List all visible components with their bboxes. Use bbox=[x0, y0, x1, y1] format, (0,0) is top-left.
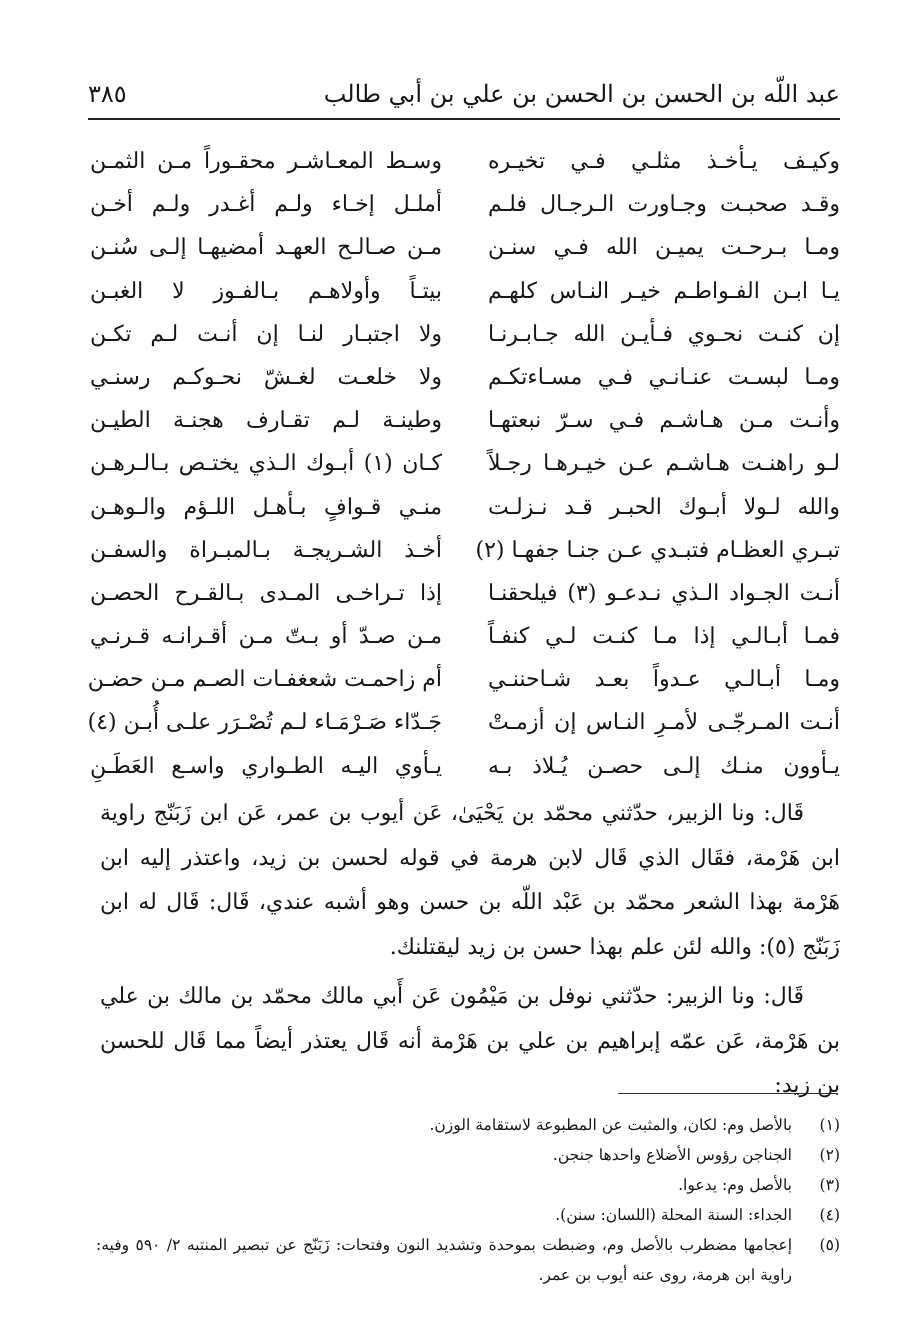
verse-row bbox=[90, 183, 840, 226]
footnote-number: (٥) bbox=[819, 1236, 840, 1254]
footnote-text: بالأصل وم: لكان، والمثبت عن المطبوعة لاستقامة الوزن. bbox=[429, 1116, 792, 1134]
verse-first-hemistich: وقـد صحبـت وجـاورت الـرجـال فلـم bbox=[488, 192, 840, 218]
verse-first-hemistich: لـو راهنـت هـاشـم عـن خيـرهـا رجـلاً bbox=[488, 451, 840, 477]
verse-first-hemistich: وكيـف يـأخـذ مثلـي فـي تخيـره bbox=[488, 149, 840, 174]
footnote-text: إعجامها مضطرب بالأصل وم، وضبطت بموحدة وتشديد النون وفتحات: زَبَنّج عن تبصير المنتبه ٢/ ٥٩٠ وفيه: راوية ابن هرمة، روى عنه أيوب بن عمر. bbox=[96, 1236, 793, 1284]
footnote bbox=[96, 1140, 840, 1170]
running-title: عبد اللّه بن الحسن بن الحسن بن علي بن أبي طالب bbox=[323, 80, 840, 108]
verse-first-hemistich: إن كنـت نحـوي فـأيـن الله جـابـرنـا bbox=[488, 321, 840, 347]
verse-second-hemistich: وطينـة لـم تقـارف هجنـة الطيـن bbox=[90, 408, 442, 434]
footnotes bbox=[96, 1110, 840, 1290]
verse-first-hemistich: أنـت المـرجّـى لأمـرِ النـاس إن أزمـتْ bbox=[488, 710, 840, 736]
verse-row bbox=[87, 658, 840, 701]
verse-row bbox=[90, 615, 840, 658]
footnote-text: الجناجن رؤوس الأضلاع واحدها جنجن. bbox=[552, 1146, 792, 1164]
footnote bbox=[96, 1230, 840, 1290]
verse-row bbox=[90, 356, 840, 399]
verse-row bbox=[90, 486, 840, 529]
footnote-number: (٢) bbox=[819, 1146, 840, 1164]
verse-second-hemistich: يـأوي اليـه الطـواري واسـع العَطَـنِ bbox=[90, 753, 442, 779]
verse-first-hemistich: فمـا أبـالـي إذا مـا كنـت لـي كنفـاً bbox=[488, 624, 840, 650]
verse-second-hemistich: ولا اجتبـار لنـا إن أنـت لـم تكـن bbox=[90, 321, 442, 347]
verse-row bbox=[90, 745, 840, 788]
verse-first-hemistich: يـا ابـن الفـواطـم خيـر النـاس كلهـم bbox=[488, 278, 840, 304]
verse-second-hemistich: مـن صـالـح العهـد أمضيهـا إلـى سُنـن bbox=[90, 235, 442, 261]
footnote-number: (١) bbox=[819, 1116, 840, 1134]
verse-first-hemistich: ومـا أبـالـي عـدواً بعـد شـاحننـي bbox=[488, 667, 840, 693]
verse-first-hemistich: ومـا لبسـت عنـانـي فـي مسـاءتكـم bbox=[488, 364, 840, 390]
footnote-number: (٣) bbox=[819, 1176, 840, 1194]
verse-second-hemistich: منـي قـوافٍ بـأهـل اللـؤم والـوهـن bbox=[90, 494, 442, 520]
verse-second-hemistich: أملـل إخـاء ولـم أغـدر ولـم أخـن bbox=[90, 192, 442, 218]
verse-row bbox=[90, 529, 840, 572]
verse-second-hemistich: كـان (١) أبـوك الـذي يختـص بـالـرهـن bbox=[90, 451, 442, 477]
verse-row bbox=[90, 399, 840, 442]
verse-first-hemistich: ومـا بـرحـت يميـن الله فـي سنـن bbox=[488, 235, 840, 261]
verse-first-hemistich: والله لـولا أبـوك الحبـر قـد نـزلـت bbox=[488, 494, 840, 520]
verse-row bbox=[90, 226, 840, 269]
verse-row bbox=[87, 701, 840, 744]
footnote-text: الجداء: السنة المحلة (اللسان: سنن). bbox=[555, 1206, 792, 1224]
verse-row bbox=[90, 140, 840, 183]
verse-row bbox=[90, 313, 840, 356]
verse-second-hemistich: أم زاحمـت شعغفـات الصـم مـن حضـن bbox=[87, 667, 442, 693]
footnote bbox=[96, 1170, 840, 1200]
verse-first-hemistich: وأنـت مـن هـاشـم فـي سـرّ نبعتهـا bbox=[488, 408, 840, 434]
footnote bbox=[96, 1200, 840, 1230]
header-rule bbox=[88, 118, 840, 120]
footnote-text: بالأصل وم: يدعوا. bbox=[678, 1176, 792, 1194]
footnote bbox=[96, 1110, 840, 1140]
verse-first-hemistich: يـأوون منـك إلـى حصـن يُـلاذ بـه bbox=[488, 753, 840, 779]
verse-row bbox=[90, 572, 840, 615]
verse-second-hemistich: مـن صـدّ أو بـتّ مـن أقـرانـه قـرنـي bbox=[90, 624, 442, 650]
verse-first-hemistich: أنـت الجـواد الـذي نـدعـو (٣) فيلحقنـا bbox=[488, 580, 840, 606]
prose-paragraph: قَال: ونا الزبير: حدّثني نوفل بن مَيْمُون عَن أَبي مالك محمّد بن مالك بن علي بن هَرْمة، عَن عمّه إبراهيم بن علي بن هَرْمة أنه قَال يعتذر أيضاً مما قَال للحسن بن زيد: bbox=[100, 984, 840, 1098]
prose-block-2 bbox=[100, 975, 840, 1109]
poem bbox=[87, 140, 840, 788]
verse-row bbox=[90, 442, 840, 485]
verse-second-hemistich: أخـذ الشـريجـة بـالمبـراة والسفـن bbox=[90, 537, 442, 563]
prose-paragraph: قَال: ونا الزبير، حدّثني محمّد بن يَحْيَىٰ، عَن أيوب بن عمر، عَن ابن زَبَنّج راوية ابن هَرْمة، فقَال الذي قَال لابن هرمة في قوله لحسن بن زيد، واعتذر إليه ابن هَرْمة بهذا الشعر محمّد بن عَبْد اللّه بن حسن وهو أشبه عندي، قَال: قَال له ابن زَبَنّج (٥): والله لئن علم بهذا حسن بن زيد ليقتلنك. bbox=[100, 801, 840, 960]
verse-second-hemistich: بيتـاً وأولاهـم بـالفـوز لا الغبـن bbox=[90, 278, 442, 304]
verse-row bbox=[90, 270, 840, 313]
verse-second-hemistich: إذا تـراخـى المـدى بـالقـرح الحصـن bbox=[90, 580, 442, 606]
verse-second-hemistich: ولا خلعـت لغـشّ نحـوكـم رسنـي bbox=[90, 364, 442, 390]
verse-second-hemistich: جَـدّاء صَـرْمَـاء لـم تُصْـرَر علـى أُبـن (٤) bbox=[87, 710, 442, 736]
footnote-rule bbox=[618, 1093, 838, 1094]
page-header bbox=[88, 80, 840, 114]
footnote-number: (٤) bbox=[819, 1206, 840, 1224]
prose-block-1 bbox=[100, 792, 840, 970]
verse-second-hemistich: وسـط المعـاشـر محقـوراً مـن الثمـن bbox=[90, 149, 442, 174]
verse-first-hemistich: تبـري العظـام فتبـدي عـن جنـا جفهـا (٢) bbox=[475, 537, 840, 563]
page-number: ٣٨٥ bbox=[88, 80, 127, 108]
